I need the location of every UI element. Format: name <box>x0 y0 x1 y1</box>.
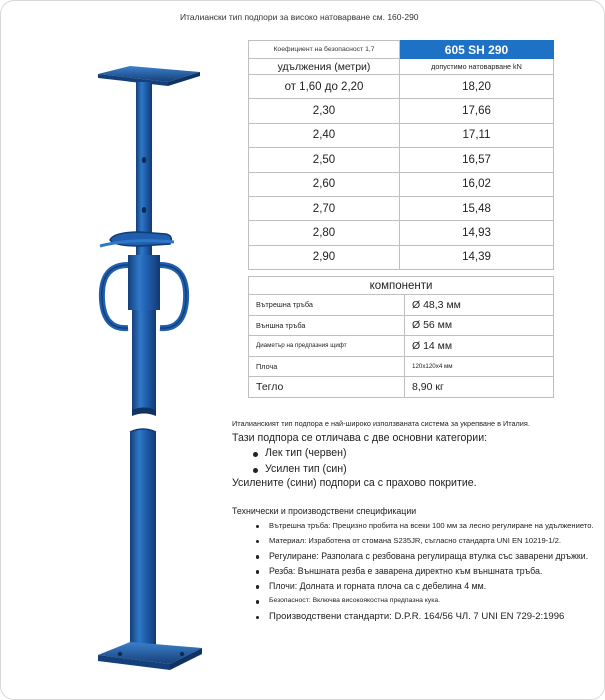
component-name: Тегло <box>249 377 405 398</box>
list-item: Резба: Външната резба е заварена директно към външната тръба. <box>255 565 600 578</box>
load-cell: 14,93 <box>400 221 554 245</box>
components-table <box>248 276 554 398</box>
coating-text: Усилените (сини) подпори са с прахово покритие. <box>232 477 477 489</box>
load-cell: 16,57 <box>400 148 554 172</box>
extension-cell: 2,40 <box>249 123 400 147</box>
table-row <box>249 295 554 316</box>
table-row <box>249 172 554 196</box>
outer-tube-lower <box>130 429 156 650</box>
table-row <box>249 356 554 377</box>
load-cell: 15,48 <box>400 196 554 220</box>
load-cell: 17,11 <box>400 123 554 147</box>
component-value: Ø 14 мм <box>405 336 554 357</box>
extension-cell: 2,80 <box>249 221 400 245</box>
extension-cell: 2,30 <box>249 99 400 123</box>
extension-cell: 2,90 <box>249 245 400 269</box>
table-row <box>249 377 554 398</box>
table-row <box>249 99 554 123</box>
table-row <box>249 123 554 147</box>
load-cell: 14,39 <box>400 245 554 269</box>
extension-cell: 2,50 <box>249 148 400 172</box>
extension-cell: от 1,60 до 2,20 <box>249 75 400 99</box>
table-row <box>249 245 554 269</box>
table-row <box>249 75 554 99</box>
col-header-extension: удължения (метри) <box>249 59 400 75</box>
list-item: Лек тип (червен) <box>250 447 347 463</box>
list-item: Вътрешна тръба: Прецизно пробита на всеки 100 мм за лесно регулиране на удължението. <box>255 520 600 533</box>
component-name: Външна тръба <box>249 315 405 336</box>
load-capacity-table <box>248 40 554 270</box>
categories-lead: Тази подпора се отличава с две основни категории: <box>232 432 488 444</box>
safety-factor-cell: Коефициент на безопасност 1,7 <box>249 41 400 59</box>
load-cell: 18,20 <box>400 75 554 99</box>
steel-prop-illustration <box>70 60 230 685</box>
component-name: Вътрешна тръба <box>249 295 405 316</box>
table-row <box>249 196 554 220</box>
table-row <box>249 148 554 172</box>
list-item: Регулиране: Разполага с резбована регулираща втулка със заварени дръжки. <box>255 550 600 563</box>
model-cell: 605 SH 290 <box>400 41 554 59</box>
spec-list <box>255 520 600 626</box>
list-item: Усилен тип (син) <box>250 463 347 479</box>
table-row <box>249 336 554 357</box>
list-item: Производствени стандарти: D.P.R. 164/56 ЧЛ. 7 UNI EN 729-2:1996 <box>255 611 600 624</box>
component-name: Плоча <box>249 356 405 377</box>
component-name: Диаметър на предпазния щифт <box>249 336 405 357</box>
component-value: 8,90 кг <box>405 377 554 398</box>
components-title: компоненти <box>249 277 554 295</box>
load-cell: 17,66 <box>400 99 554 123</box>
safety-pin <box>100 232 174 246</box>
category-list <box>250 447 347 478</box>
table-row <box>249 221 554 245</box>
table-row <box>249 315 554 336</box>
list-item: Безопасност: Включва високоякостна предпазна кука. <box>255 595 600 608</box>
component-value: Ø 48,3 мм <box>405 295 554 316</box>
list-item: Материал: Изработена от стомана S235JR, съгласно стандарта UNI EN 10219-1/2. <box>255 535 600 548</box>
specs-title: Технически и производствени спецификации <box>232 506 417 516</box>
outer-tube-upper <box>132 310 156 416</box>
page-title: Италиански тип подпори за високо натоварване см. 160-290 <box>180 12 419 22</box>
col-header-load: допустимо натоварване kN <box>400 59 554 75</box>
component-value: 120x120x4 мм <box>405 356 554 377</box>
component-value: Ø 56 мм <box>405 315 554 336</box>
extension-cell: 2,70 <box>249 196 400 220</box>
load-cell: 16,02 <box>400 172 554 196</box>
base-plate <box>98 642 202 670</box>
extension-cell: 2,60 <box>249 172 400 196</box>
list-item: Плочи: Долната и горната плоча са с дебелина 4 мм. <box>255 580 600 593</box>
intro-text: Италианският тип подпора е най-широко използваната система за укрепване в Италия. <box>232 419 530 428</box>
